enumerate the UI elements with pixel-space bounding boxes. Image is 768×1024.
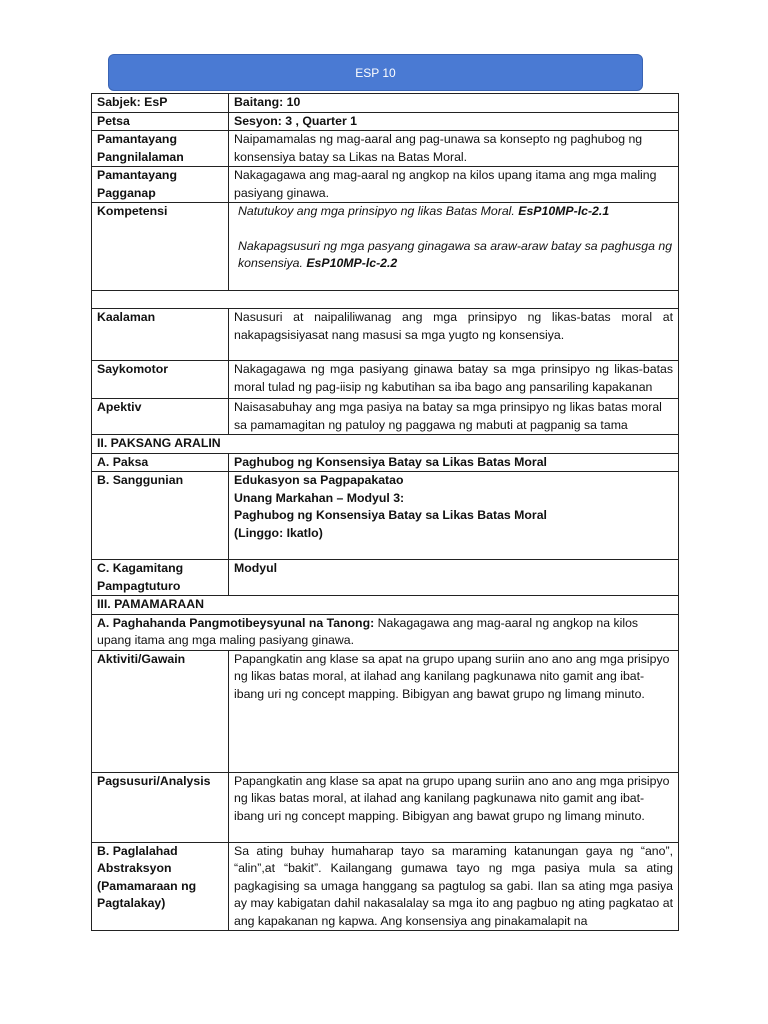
motivation-label: A. Paghahanda Pangmotibeysyunal na Tanong: [97, 615, 375, 630]
date-label: Petsa [92, 112, 229, 131]
table-row [92, 453, 679, 472]
table-row [92, 614, 679, 650]
affective-label: Apektiv [92, 399, 229, 435]
table-row [92, 167, 679, 203]
motivation-row [92, 614, 679, 650]
table-row [92, 596, 679, 615]
performance-standard-label: Pamantayang Pagganap [92, 167, 229, 203]
materials-label: C. Kagamitang Pampagtuturo [92, 560, 229, 596]
table-row [92, 650, 679, 772]
activity-value: Papangkatin ang klase sa apat na grupo upang suriin ano ano ang mga prisipyo ng likas batas moral, at ilahad ang kanilang pagkunawa nito gamit ang ibat-ibang uri ng concept mapping. Bibigyan ang bawat grupo ng limang minuto. [229, 650, 679, 772]
reference-line-4: (Linggo: Ikatlo) [234, 525, 323, 540]
competency-1-text: Natutukoy ang mga prinsipyo ng likas Batas Moral. [238, 204, 515, 218]
table-row [92, 842, 679, 931]
table-row [92, 435, 679, 454]
blank-row [92, 291, 679, 309]
topic-value: Paghubog ng Konsensiya Batay sa Likas Batas Moral [229, 453, 679, 472]
table-row [92, 291, 679, 309]
table-row [92, 309, 679, 361]
subject-label: Sabjek: EsP [92, 94, 229, 113]
competency-1-code: EsP10MP-lc-2.1 [518, 204, 610, 218]
analysis-value: Papangkatin ang klase sa apat na grupo upang suriin ano ano ang mga prisipyo ng likas batas moral, at ilahad ang kanilang pagkunawa nito gamit ang ibat-ibang uri ng concept mapping. Bibigyan ang bawat grupo ng limang minuto. [229, 772, 679, 842]
psychomotor-label: Saykomotor [92, 361, 229, 399]
competency-2-code: EsP10MP-lc-2.2 [306, 256, 398, 270]
table-row [92, 472, 679, 560]
materials-value: Modyul [229, 560, 679, 596]
header-banner [108, 54, 643, 91]
table-row [92, 203, 679, 291]
table-row [92, 131, 679, 167]
affective-value: Naisasabuhay ang mga pasiya na batay sa mga prinsipyo ng likas batas moral sa pamamagitan ng patuloy ng paggawa ng mabuti at pagpanig sa tama [229, 399, 679, 435]
header-title: ESP 10 [355, 65, 396, 80]
content-standard-label: Pamantayang Pangnilalaman [92, 131, 229, 167]
abstraction-value: Sa ating buhay humaharap tayo sa maraming katanungan gaya ng “ano”, “alin”,at “bakit”. Kailangang gumawa tayo ng mga pasiya mula sa ating pagkagising sa umaga hanggang sa pagtulog sa gabi. Ilan sa ating mga pasiya ay may kabigatan dahil nakasalalay sa mga ito ang pagbuo ng ating pagkatao at ang kapakanan ng kapwa. Ang konsensiya ang pinakamalapit na [229, 842, 679, 931]
table-row [92, 361, 679, 399]
competency-label: Kompetensi [92, 203, 229, 291]
grade-value: Baitang: 10 [229, 94, 679, 113]
section-3-heading: III. PAMAMARAAN [92, 596, 679, 615]
table-row [92, 94, 679, 113]
reference-line-2: Unang Markahan – Modyul 3: [234, 490, 405, 505]
session-value: Sesyon: 3 , Quarter 1 [229, 112, 679, 131]
abstraction-label: B. Paglalahad Abstraksyon (Pamamaraan ng Pagtalakay) [92, 842, 229, 931]
performance-standard-value: Nakagagawa ang mag-aaral ng angkop na kilos upang itama ang mga maling pasiyang ginawa. [229, 167, 679, 203]
topic-label: A. Paksa [92, 453, 229, 472]
competency-2-text: Nakapagsusuri ng mga pasyang ginagawa sa araw-araw batay sa paghusga ng konsensiya. [238, 238, 673, 270]
table-row [92, 772, 679, 842]
activity-label: Aktiviti/Gawain [92, 650, 229, 772]
analysis-label: Pagsusuri/Analysis [92, 772, 229, 842]
reference-line-3: Paghubog ng Konsensiya Batay sa Likas Batas Moral [234, 508, 547, 522]
reference-label: B. Sanggunian [92, 472, 229, 560]
table-row [92, 560, 679, 596]
reference-value [229, 472, 679, 560]
content-standard-value: Naipamamalas ng mag-aaral ang pag-unawa sa konsepto ng paghubog ng konsensiya batay sa Likas na Batas Moral. [229, 131, 679, 167]
section-2-heading: II. PAKSANG ARALIN [92, 435, 679, 454]
competency-value [229, 203, 679, 291]
knowledge-value: Nasusuri at naipaliliwanag ang mga prinsipyo ng likas-batas moral at nakapagsisiyasat nang masusi sa mga yugto ng konsensiya. [229, 309, 679, 361]
table-row [92, 112, 679, 131]
table-row [92, 399, 679, 435]
reference-line-1: Edukasyon sa Pagpapakatao [234, 473, 404, 487]
motivation-text: Nakagagawa ang mag-aaral ng angkop na kilos upang itama ang mga maling pasiyang ginawa. [97, 615, 639, 647]
lesson-plan-table [91, 93, 679, 931]
psychomotor-value: Nakagagawa ng mga pasiyang ginawa batay sa mga prinsipyo ng likas-batas moral tulad ng pag-iisip ng kabutihan sa iba bago ang pansariling kapakanan [229, 361, 679, 399]
knowledge-label: Kaalaman [92, 309, 229, 361]
